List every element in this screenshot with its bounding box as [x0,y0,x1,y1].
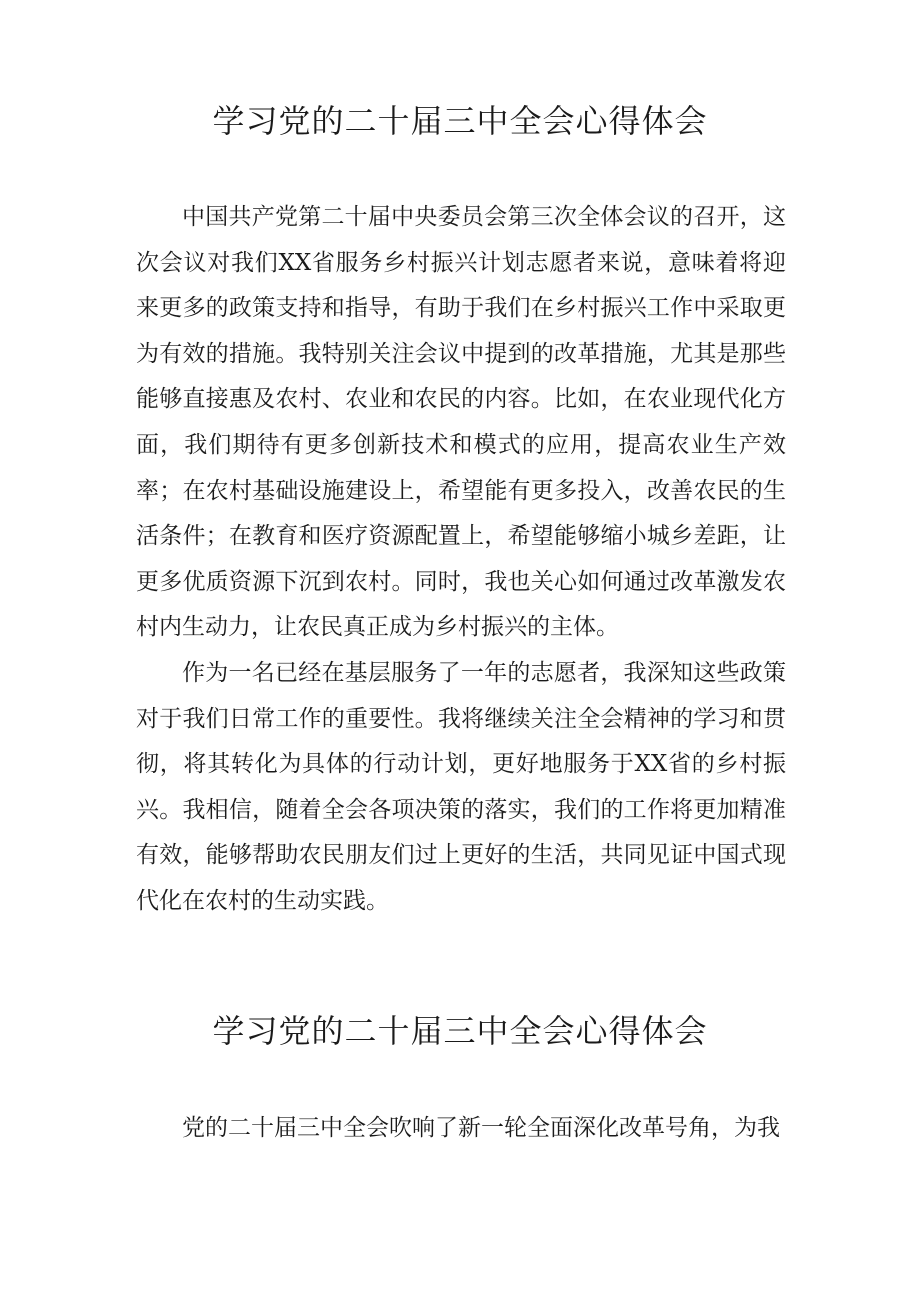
paragraph-3: 党的二十届三中全会吹响了新一轮全面深化改革号角，为我 [182,1115,780,1141]
article-body-1 [136,195,786,925]
paragraph-1: 中国共产党第二十届中央委员会第三次全体会议的召开，这次会议对我们XX省服务乡村振兴计划志愿者来说，意味着将迎来更多的政策支持和指导，有助于我们在乡村振兴工作中采取更为有效的措施。我特别关注会议中提到的改革措施，尤其是那些能够直接惠及农村、农业和农民的内容。比如，在农业现代化方面，我们期待有更多创新技术和模式的应用，提高农业生产效率；在农村基础设施建设上，希望能有更多投入，改善农民的生活条件；在教育和医疗资源配置上，希望能够缩小城乡差距，让更多优质资源下沉到农村。同时，我也关心如何通过改革激发农村内生动力，让农民真正成为乡村振兴的主体。 [136,204,786,641]
article-title-1: 学习党的二十届三中全会心得体会 [212,102,708,140]
paragraph-2: 作为一名已经在基层服务了一年的志愿者，我深知这些政策对于我们日常工作的重要性。我将继续关注全会精神的学习和贯彻，将其转化为具体的行动计划，更好地服务于XX省的乡村振兴。我相信，随着全会各项决策的落实，我们的工作将更加精准有效，能够帮助农民朋友们过上更好的生活，共同见证中国式现代化在农村的生动实践。 [136,659,786,914]
article-body-2 [136,1106,786,1152]
article-title-2: 学习党的二十届三中全会心得体会 [212,1012,708,1050]
